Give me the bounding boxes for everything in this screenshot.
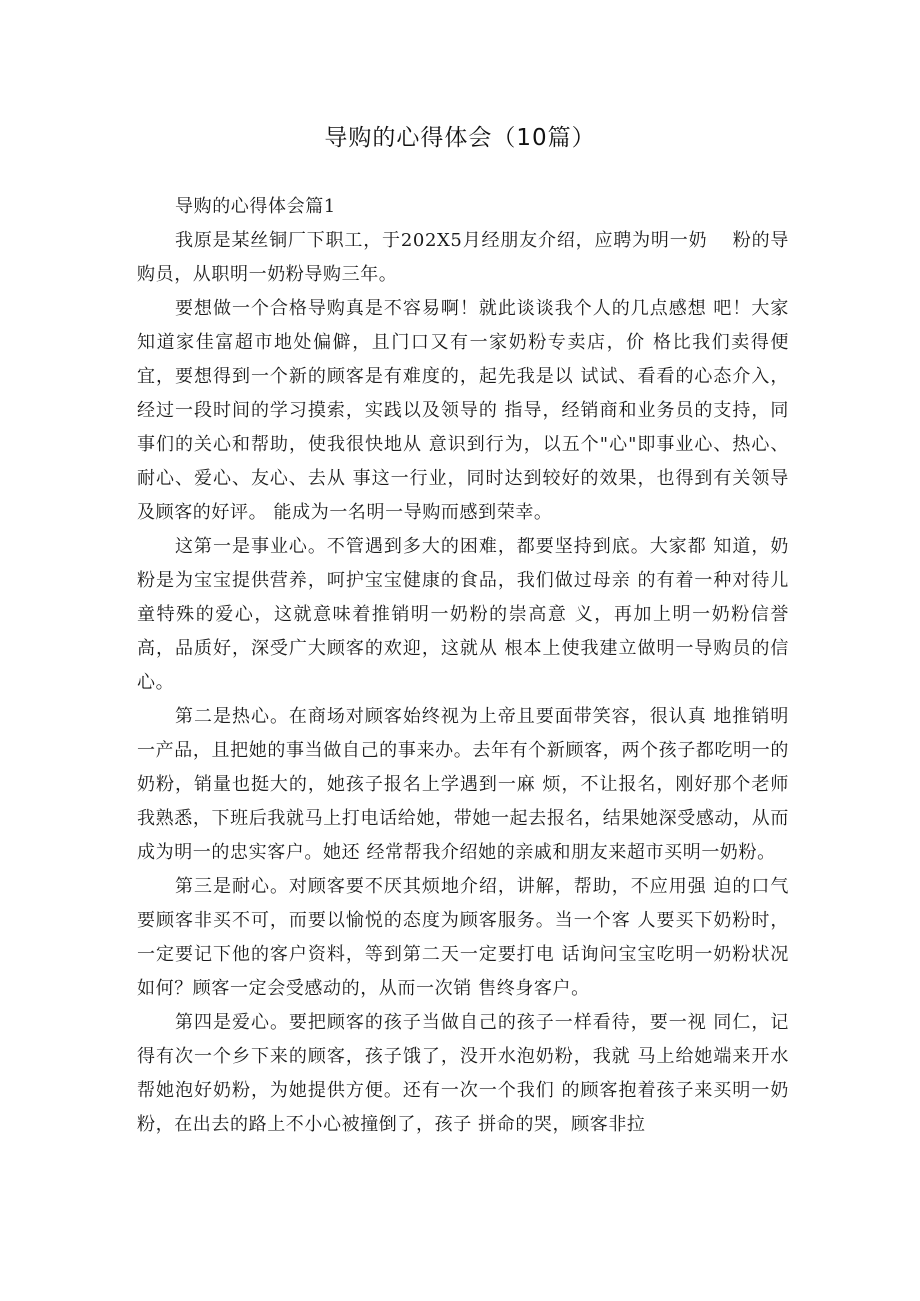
document-title: 导购的心得体会（10篇）	[324, 125, 596, 151]
paragraph-warmth: 第二是热心。在商场对顾客始终视为上帝且要面带笑容，很认真 地推销明一产品，且把她的事当做自己的事来办。去年有个新顾客，两个孩子都吃明一的奶粉，销量也挺大的，她孩子报名上学遇到一麻 烦，不让报名，刚好那个老师我熟悉，下班后我就马上打电话给她，带她一起去报名，结果她深受感动，从而成为明一的忠实客户。她还 经常帮我介绍她的亲戚和朋友来超市买明一奶粉。	[137, 706, 789, 863]
section-heading: 导购的心得体会篇1	[175, 196, 336, 217]
document-body	[137, 190, 789, 1142]
paragraph-patience: 第三是耐心。对顾客要不厌其烦地介绍，讲解，帮助，不应用强 迫的口气要顾客非买不可，而要以愉悦的态度为顾客服务。当一个客 人要买下奶粉时，一定要记下他的客户资料，等到第二天一定要打电 话询问宝宝吃明一奶粉状况如何？顾客一定会受感动的，从而一次销 售终身客户。	[137, 876, 789, 999]
paragraph-overview: 要想做一个合格导购真是不容易啊！就此谈谈我个人的几点感想 吧！大家知道家佳富超市地处偏僻，且门口又有一家奶粉专卖店，价 格比我们卖得便宜，要想得到一个新的顾客是有难度的，起先我是以 试试、看看的心态介入，经过一段时间的学习摸索，实践以及领导的 指导，经销商和业务员的支持，同事们的关心和帮助，使我很快地从 意识到行为，以五个"心"即事业心、热心、耐心、爱心、友心、去从 事这一行业，同时达到较好的效果，也得到有关领导及顾客的好评。 能成为一名明一导购而感到荣幸。	[137, 298, 789, 523]
paragraph-intro: 我原是某丝铜厂下职工，于202X5月经朋友介绍，应聘为明一奶 粉的导购员，从职明一奶粉导购三年。	[137, 230, 789, 285]
paragraph-dedication: 这第一是事业心。不管遇到多大的困难，都要坚持到底。大家都 知道，奶粉是为宝宝提供营养，呵护宝宝健康的食品，我们做过母亲 的有着一种对待儿童特殊的爱心，这就意味着推销明一奶粉的崇高意 义，再加上明一奶粉信誉高，品质好，深受广大顾客的欢迎，这就从 根本上使我建立做明一导购员的信心。	[137, 536, 789, 693]
paragraph-love: 第四是爱心。要把顾客的孩子当做自己的孩子一样看待，要一视 同仁，记得有次一个乡下来的顾客，孩子饿了，没开水泡奶粉，我就 马上给她端来开水帮她泡好奶粉，为她提供方便。还有一次一个我们 的顾客抱着孩子来买明一奶粉，在出去的路上不小心被撞倒了，孩子 拼命的哭，顾客非拉	[137, 1012, 789, 1135]
